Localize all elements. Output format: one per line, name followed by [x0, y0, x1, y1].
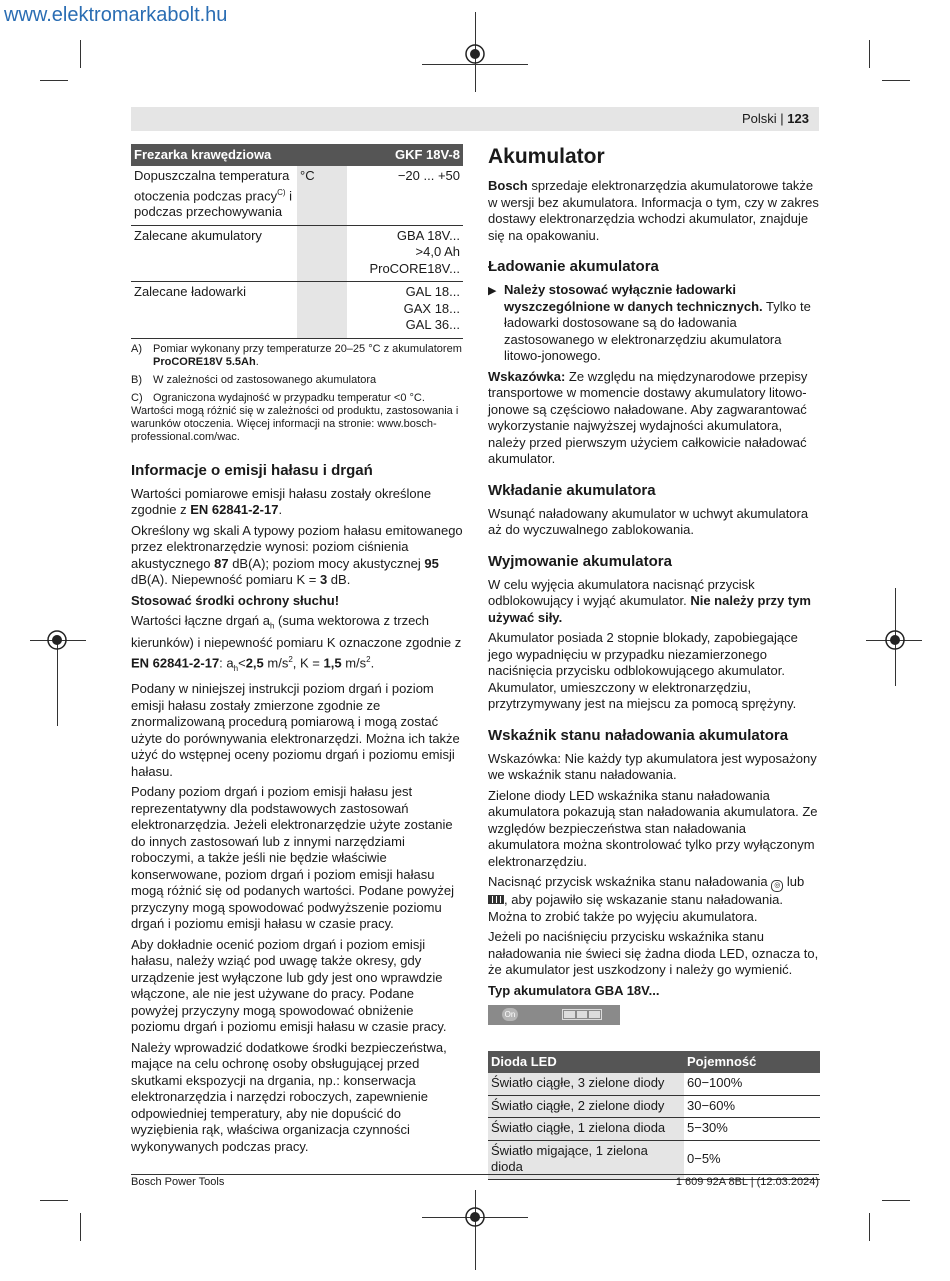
crop-mark	[40, 1200, 68, 1201]
section-heading: Ładowanie akumulatora	[488, 258, 659, 275]
header-language: Polski	[741, 111, 777, 126]
table-cell: Światło migające, 1 zielona dioda	[488, 1140, 684, 1179]
led-table-header	[488, 1051, 820, 1073]
table-row	[488, 1095, 820, 1118]
note-item: C) Ograniczona wydajność w przypadku temperatur <0 °C.	[131, 391, 425, 404]
paragraph: Wskazówka: Nie każdy typ akumulatora jest wyposażony we wskaźnik stanu naładowania.	[488, 750, 817, 782]
table-cell: 60−100%	[684, 1073, 820, 1095]
paragraph: Wartości łączne drgań $a_h$ (suma wektorowa z trzech kierunków) i niepewność pomiaru K oznaczone zgodnie z EN 62841-2-17: $a_h<2,5$ $m/s^2$, K = 1,5 $m/s^2$.	[131, 613, 462, 673]
spec-value: GBA 18V... >4,0 Ah ProCORE18V...	[347, 225, 463, 282]
crop-mark	[869, 40, 870, 68]
note-item: B) W zależności od zastosowanego akumulatora	[131, 373, 377, 386]
spec-label: Zalecane ładowarki	[131, 282, 297, 339]
crop-mark	[882, 1200, 910, 1201]
column-header: Pojemność	[684, 1051, 820, 1073]
spec-unit	[297, 282, 347, 339]
section-heading: Wskaźnik stanu naładowania akumulatora	[488, 726, 789, 744]
on-button-icon: On	[502, 1008, 518, 1021]
warning-text: Stosować środki ochrony słuchu!	[131, 592, 340, 608]
table-cell: 30−60%	[684, 1095, 820, 1118]
footer-divider	[131, 1174, 819, 1175]
table-row	[131, 225, 463, 282]
table-cell: Światło ciągłe, 2 zielone diody	[488, 1095, 684, 1118]
battery-indicator-illustration	[488, 1005, 620, 1025]
crop-mark	[882, 80, 910, 81]
crop-mark	[40, 80, 68, 81]
table-cell: Światło ciągłe, 3 zielone diody	[488, 1073, 684, 1095]
battery-level-icon	[488, 895, 504, 904]
crop-mark	[80, 1213, 81, 1241]
right-column	[488, 144, 820, 1180]
header-separator: |	[780, 111, 784, 126]
paragraph: Określony wg skali A typowy poziom hałasu emitowanego przez elektronarzędzie wynosi: poziom ciśnienia akustycznego 87 dB(A); poziom mocy akustycznej 95 dB(A). Niepewność pomiaru K = 3 dB.	[131, 522, 463, 588]
page-number: 123	[787, 111, 809, 126]
page-header	[131, 107, 819, 131]
section-heading: Wyjmowanie akumulatora	[488, 552, 672, 570]
paragraph: Nacisnąć przycisk wskaźnika stanu naładowania ◎ lub , aby pojawiło się wskazanie stanu naładowania. Można to zrobić także po wyjęciu akumulatora.	[488, 874, 805, 924]
table-cell: Światło ciągłe, 1 zielona dioda	[488, 1118, 684, 1141]
spec-value: −20 ... +50	[347, 166, 463, 225]
page-label	[742, 111, 809, 126]
registration-mark-icon	[464, 1206, 486, 1228]
paragraph: Należy wprowadzić dodatkowe środki bezpieczeństwa, mające na celu ochronę osoby obsługującej przed skutkami ekspozycji na drgania, np.: konserwacja elektronarzędzia i narzędzi roboczych, zapewnienie odpowiedniej temperatury, aby nie dopuścić do wyziębienia rąk, właściwa organizacja czynności wykonywanych podczas pracy.	[131, 1039, 447, 1154]
led-table	[488, 1051, 820, 1180]
table-cell: 5−30%	[684, 1118, 820, 1141]
registration-mark-icon	[46, 629, 68, 651]
paragraph: Podany w niniejszej instrukcji poziom drgań i poziom emisji hałasu zostały zmierzone zgodnie ze znormalizowaną procedurą pomiarową i mogą zostać użyte do porównywania elektronarzędzi. Można ich także użyć do wstępnej oceny poziomu drgań i poziomu emisji hałasu.	[131, 681, 460, 779]
paragraph: Jeżeli po naciśnięciu przycisku wskaźnika stanu naładowania nie świeci się żadna dioda LED, oznacza to, że akumulator jest uszkodzony i należy go wymienić.	[488, 929, 819, 977]
table-row	[488, 1073, 820, 1095]
spec-table-title: Frezarka krawędziowa	[131, 144, 347, 166]
section-heading: Informacje o emisji hałasu i drgań	[131, 461, 373, 479]
paragraph: Bosch sprzedaje elektronarzędzia akumulatorowe także w wersji bez akumulatora. Informacja o tym, czy w zakres dostawy elektronarzędzia wchodzi akumulator, znajduje się na opakowaniu.	[488, 178, 819, 243]
note-item: A) Pomiar wykonany przy temperaturze 20–25 °C z akumulatorem ProCORE18V 5.5Ah.	[131, 342, 462, 368]
page-title: Akumulator	[488, 145, 605, 168]
spec-unit	[297, 225, 347, 282]
paragraph: W celu wyjęcia akumulatora nacisnąć przycisk odblokowujący i wyjąć akumulator. Nie należy przy tym używać siły.	[488, 576, 811, 625]
spec-footnote: Wartości mogą różnić się w zależności od produktu, zastosowania i warunków otoczenia. Więcej informacji na stronie: www.bosch-professional.com/wac.	[131, 404, 459, 443]
paragraph: Wsunąć naładowany akumulator w uchwyt akumulatora aż do wyczuwalnego zablokowania.	[488, 505, 809, 537]
registration-mark-icon	[464, 43, 486, 65]
paragraph: Podany poziom drgań i poziom emisji hałasu jest reprezentatywny dla podstawowych zastosowań elektronarzędzia. Jeżeli elektronarzędzie użyte zostanie do innych zastosowań lub z innymi narzędziami roboczymi, a także jeśli nie będzie właściwie konserwowane, poziom drgań i poziom emisji hałasu mogą różnić się od podanych wartości. Podane powyżej przyczyny mogą spowodować podwyższenie poziomu drgań i poziomu emisji hałasu w czasie pracy.	[131, 784, 455, 932]
left-column	[131, 144, 463, 1159]
paragraph: Wskazówka: Ze względu na międzynarodowe przepisy transportowe w momencie dostawy akumulatory litowo-jonowe są częściowo naładowane. Aby zagwarantować wykorzystanie najwyższej wydajności akumulatora, należy przed pierwszym użyciem całkowicie naładować akumulator.	[488, 368, 808, 466]
spec-table-model: GKF 18V-8	[347, 144, 463, 166]
registration-line	[57, 638, 58, 726]
bullet-triangle-icon: ▶	[488, 285, 497, 297]
paragraph: Aby dokładnie ocenić poziom drgań i poziom emisji hałasu, należy wziąć pod uwagę także okresy, gdy urządzenie jest wyłączone lub gdy jest ono wprawdzie włączone, ale nie jest używane do pracy. Podane powyżej przyczyny mogą spowodować obniżenie poziomu drgań i poziomu emisji hałasu w czasie pracy.	[131, 936, 447, 1035]
spec-label: Dopuszczalna temperatura otoczenia podczas pracy$^{C)}$ i podczas przechowywania	[131, 166, 297, 225]
spec-table-header	[131, 144, 463, 166]
spec-table	[131, 144, 463, 339]
spec-label: Zalecane akumulatory	[131, 225, 297, 282]
watermark-url[interactable]: www.elektromarkabolt.hu	[4, 4, 228, 26]
battery-leds-icon	[562, 1009, 602, 1020]
table-row	[131, 166, 463, 225]
battery-type-label: Typ akumulatora GBA 18V...	[488, 982, 660, 998]
registration-mark-icon	[884, 629, 906, 651]
list-item: ▶ Należy stosować wyłącznie ładowarki wyszczególnione w danych technicznych. Tylko te ładowarki dostosowane są do ładowania zastosowanego w elektronarzędziu akumulatora litowo-jonowego.	[488, 282, 811, 363]
crop-mark	[869, 1213, 870, 1241]
table-row	[131, 282, 463, 339]
spec-unit: °C	[297, 166, 347, 225]
column-header: Dioda LED	[488, 1051, 684, 1073]
crop-mark	[80, 40, 81, 68]
paragraph: Zielone diody LED wskaźnika stanu naładowania akumulatora pokazują stan naładowania akumulatora. Ze względów bezpieczeństwa stan naładowania akumulatora można skontrolować tylko przy wyłączonym elektronarzędziu.	[488, 787, 818, 869]
paragraph: Akumulator posiada 2 stopnie blokady, zapobiegające jego wypadnięciu w przypadku niezamierzonego naciśnięcia przycisku odblokowującego akumulator. Akumulator, umieszczony w elektronarzędziu, przytrzymywany jest na miejscu za pomocą sprężyny.	[488, 630, 798, 711]
table-cell: 0−5%	[684, 1140, 820, 1179]
table-row	[488, 1118, 820, 1141]
footer-left: Bosch Power Tools	[131, 1176, 225, 1188]
charge-indicator-button-icon: ◎	[771, 880, 783, 892]
footer-right: 1 609 92A 8BL | (12.03.2024)	[675, 1176, 819, 1188]
spec-value: GAL 18... GAX 18... GAL 36...	[347, 282, 463, 339]
spec-notes	[131, 343, 463, 444]
registration-line	[475, 1190, 476, 1270]
section-heading: Wkładanie akumulatora	[488, 481, 656, 499]
paragraph: Wartości pomiarowe emisji hałasu zostały określone zgodnie z EN 62841-2-17.	[131, 485, 432, 518]
